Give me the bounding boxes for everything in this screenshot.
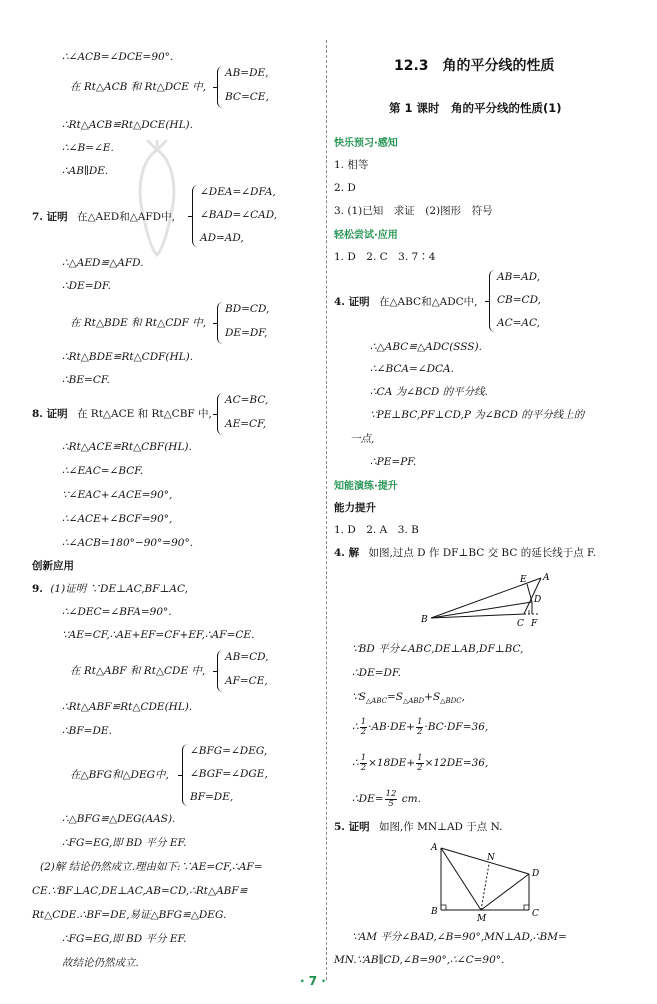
q7-intro: 在△AED和△AFD中, bbox=[76, 211, 175, 223]
brace-icon bbox=[182, 744, 189, 806]
q9-tri-brace-group bbox=[182, 744, 312, 806]
q8-line-3: ∵∠EAC+∠ACE=90°, bbox=[62, 489, 173, 501]
ability-heading: 能力提升 bbox=[334, 502, 376, 514]
p6-line-2: 在 Rt△ACB 和 Rt△DCE 中, bbox=[70, 81, 207, 93]
q9-part2-2: CE.∵BF⊥AC,DE⊥AC,AB=CD,∴Rt△ABF≌ bbox=[32, 885, 248, 897]
q4-heading bbox=[334, 295, 478, 309]
brace-row: ∠BFG=∠DEG, bbox=[190, 745, 268, 757]
p6-line-3: ∴Rt△ACB≌Rt△DCE(HL). bbox=[62, 119, 193, 131]
q9-rt-intro: 在 Rt△ABF 和 Rt△CDE 中, bbox=[70, 665, 206, 677]
brace-row: AB=CD, bbox=[225, 651, 269, 663]
area-prefix: ∵S bbox=[352, 691, 366, 703]
q4-line-4: ∵PE⊥BC,PF⊥CD,P 为∠BCD 的平分线上的 bbox=[370, 409, 585, 421]
q4b-eq-2 bbox=[352, 752, 488, 774]
area-mid: =S bbox=[386, 691, 403, 703]
brace-icon bbox=[489, 270, 496, 332]
right-angle-mark-b bbox=[441, 905, 446, 910]
q7-label: 7. 证明 bbox=[32, 211, 68, 223]
brace-row: AB=DE, bbox=[225, 67, 269, 79]
q7-end-1: ∴Rt△BDE≌Rt△CDF(HL). bbox=[62, 351, 194, 363]
fraction-half: $\frac{1}{2}$ bbox=[417, 752, 423, 773]
q9-part2-4: ∴FG=EG,即 BD 平分 EF. bbox=[62, 933, 187, 945]
eq1-b: ·BC·DF=36, bbox=[424, 721, 489, 733]
brace-row: BF=DE, bbox=[190, 791, 234, 803]
label-c: C bbox=[532, 909, 539, 919]
preview-heading: 快乐预习·感知 bbox=[334, 138, 398, 149]
result-unit: cm. bbox=[398, 793, 421, 805]
q8-line-1: ∴Rt△ACE≌Rt△CBF(HL). bbox=[62, 441, 192, 453]
q7-end-2: ∴BE=CF. bbox=[62, 374, 110, 386]
segment-dm bbox=[481, 874, 529, 910]
q9-first: (1)证明 ∵DE⊥AC,BF⊥AC, bbox=[50, 583, 189, 595]
brace-icon bbox=[217, 650, 224, 692]
q9-label: 9. bbox=[32, 583, 43, 595]
area-end: , bbox=[461, 691, 465, 703]
q7-line-2: ∴DE=DF. bbox=[62, 280, 111, 292]
q4b-area-line bbox=[352, 690, 465, 708]
q4-line-5: 一点, bbox=[350, 433, 375, 445]
brace-row: AC=AC, bbox=[497, 317, 540, 329]
q4-line-3: ∴CA 为∠BCD 的平分线. bbox=[370, 386, 488, 398]
q8-line-5: ∴∠ACB=180°−90°=90°. bbox=[62, 537, 194, 549]
p6-line-4: ∴∠B=∠E. bbox=[62, 142, 114, 154]
segment-mn bbox=[481, 864, 489, 910]
area-sub-1: △ABC bbox=[365, 697, 387, 706]
area-sub-3: △BDC bbox=[440, 697, 462, 706]
label-c: C bbox=[517, 619, 524, 629]
q9-tri-intro: 在△BFG和△DEG中, bbox=[70, 769, 169, 781]
ability-items: 1. D 2. A 3. B bbox=[334, 524, 419, 536]
eq1-pre: ∴ bbox=[352, 721, 359, 733]
brace-row: ∠BAD=∠CAD, bbox=[200, 209, 278, 221]
fraction-half: $\frac{1}{2}$ bbox=[360, 752, 367, 773]
brace-row: ∠BGF=∠DGE, bbox=[190, 768, 268, 780]
label-f: F bbox=[531, 619, 538, 629]
q8-heading bbox=[32, 407, 212, 421]
innovation-heading: 创新应用 bbox=[32, 560, 74, 572]
brace-row: ∠DEA=∠DFA, bbox=[200, 186, 276, 198]
eq2-pre: ∴ bbox=[352, 757, 359, 769]
q4-line-6: ∴PE=PF. bbox=[370, 456, 417, 468]
brace-row: AD=AD, bbox=[200, 232, 244, 244]
q4b-result bbox=[352, 788, 421, 810]
q9-part2-1: (2)解 结论仍然成立.理由如下:∵AE=CF,∴AF= bbox=[40, 861, 263, 873]
q7-rt-brace-group bbox=[217, 302, 307, 344]
fraction-12-5: $\frac{12}{5}$ bbox=[385, 788, 397, 809]
label-d: D bbox=[534, 595, 542, 605]
brace-row: DE=DF, bbox=[225, 327, 268, 339]
label-e: E bbox=[520, 575, 527, 585]
q9-line-6: ∴FG=EG,即 BD 平分 EF. bbox=[62, 837, 187, 849]
brace-icon bbox=[217, 66, 224, 108]
label-a: A bbox=[543, 573, 550, 583]
q9-line-4: ∴BF=DE. bbox=[62, 725, 112, 737]
q4b-heading bbox=[334, 546, 596, 560]
brace-icon bbox=[217, 302, 224, 344]
label-b: B bbox=[421, 615, 428, 625]
lesson-title: 第 1 课时 角的平分线的性质(1) bbox=[389, 101, 562, 115]
q5-line-1: ∵AM 平分∠BAD,∠B=90°,MN⊥AD,∴BM= bbox=[352, 931, 567, 943]
brace-row: AB=AD, bbox=[497, 271, 541, 283]
eq2-a: ×18DE+ bbox=[368, 757, 416, 769]
q4-intro: 在△ABC和△ADC中, bbox=[378, 296, 478, 308]
q4b-eq-1 bbox=[352, 716, 488, 738]
master-heading: 知能演练·提升 bbox=[334, 481, 398, 492]
right-angle-mark-c bbox=[524, 905, 529, 910]
label-n: N bbox=[487, 853, 495, 863]
right-column bbox=[334, 0, 634, 1004]
column-divider bbox=[326, 40, 327, 980]
p6-line-5: ∴AB∥DE. bbox=[62, 165, 109, 177]
segment-de bbox=[527, 584, 532, 602]
q5-line-2: MN.∵AB∥CD,∠B=90°,∴∠C=90°. bbox=[334, 954, 505, 966]
section-title: 12.3 角的平分线的性质 bbox=[394, 58, 555, 74]
brace-row: AE=CF, bbox=[225, 418, 267, 430]
fraction-half: $\frac{1}{2}$ bbox=[416, 716, 423, 737]
q8-label: 8. 证明 bbox=[32, 408, 68, 420]
brace-row: BC=CE, bbox=[225, 91, 269, 103]
q9-part2-5: 故结论仍然成立. bbox=[62, 957, 139, 969]
q4-label: 4. 证明 bbox=[334, 296, 370, 308]
trapezoid-figure-2 bbox=[429, 840, 549, 922]
try-heading: 轻松尝试·应用 bbox=[334, 230, 398, 241]
q9-line-3: ∴Rt△ABF≌Rt△CDE(HL). bbox=[62, 701, 193, 713]
area-mid-2: +S bbox=[424, 691, 441, 703]
q9-line-5: ∴△BFG≌△DEG(AAS). bbox=[62, 813, 176, 825]
q7-line-1: ∴△AED≌△AFD. bbox=[62, 257, 144, 269]
brace-row: AF=CE, bbox=[225, 675, 268, 687]
segment-ad bbox=[441, 848, 529, 874]
q5-intro: 如图,作 MN⊥AD 于点 N. bbox=[378, 821, 503, 833]
eq2-b: ×12DE=36, bbox=[424, 757, 489, 769]
q7-rt-intro: 在 Rt△BDE 和 Rt△CDF 中, bbox=[70, 317, 207, 329]
try-items: 1. D 2. C 3. 7∶4 bbox=[334, 251, 436, 263]
q8-line-4: ∴∠ACE+∠BCF=90°, bbox=[62, 513, 173, 525]
p6-line-1: ∴∠ACB=∠DCE=90°. bbox=[62, 51, 174, 63]
triangle-figure-1 bbox=[419, 568, 554, 630]
preview-item-2: 2. D bbox=[334, 182, 356, 194]
carrot-watermark-icon bbox=[117, 140, 197, 260]
page-number: · 7 · bbox=[300, 974, 326, 988]
q4b-line-2: ∴DE=DF. bbox=[352, 667, 401, 679]
brace-icon bbox=[217, 393, 224, 435]
fraction-half: $\frac{1}{2}$ bbox=[360, 716, 367, 737]
label-a: A bbox=[431, 843, 438, 853]
q4-line-1: ∴△ABC≌△ADC(SSS). bbox=[370, 341, 482, 353]
q4-brace-group bbox=[489, 270, 609, 332]
q8-brace-group bbox=[217, 393, 307, 435]
eq1-a: ·AB·DE+ bbox=[368, 721, 415, 733]
q4b-label: 4. 解 bbox=[334, 547, 360, 559]
label-b: B bbox=[431, 907, 438, 917]
segment-am bbox=[441, 848, 481, 910]
q8-line-2: ∴∠EAC=∠BCF. bbox=[62, 465, 144, 477]
q9-line-2: ∵AE=CF,∴AE+EF=CF+EF,∴AF=CE. bbox=[62, 629, 255, 641]
q7-brace-group bbox=[192, 185, 312, 247]
q8-intro: 在 Rt△ACE 和 Rt△CBF 中, bbox=[76, 408, 212, 420]
preview-item-3: 3. (1)已知 求证 (2)图形 符号 bbox=[334, 205, 493, 217]
q4b-line-1: ∵BD 平分∠ABC,DE⊥AB,DF⊥BC, bbox=[352, 643, 524, 655]
p6-brace-group bbox=[217, 66, 307, 108]
result-pre: ∴DE= bbox=[352, 793, 384, 805]
q5-label: 5. 证明 bbox=[334, 821, 370, 833]
brace-row: BD=CD, bbox=[225, 303, 270, 315]
area-sub-2: △ABD bbox=[402, 697, 425, 706]
q9-part2-3: Rt△CDE.∴BF=DE,易证△BFG≌△DEG. bbox=[32, 909, 227, 921]
preview-item-1: 1. 相等 bbox=[334, 159, 369, 171]
q4b-intro: 如图,过点 D 作 DF⊥BC 交 BC 的延长线于点 F. bbox=[368, 547, 597, 559]
q9-line-1: ∴∠DEC=∠BFA=90°. bbox=[62, 606, 172, 618]
label-d: D bbox=[532, 869, 540, 879]
left-column bbox=[32, 0, 322, 1004]
q5-heading bbox=[334, 820, 503, 834]
brace-row: AC=BC, bbox=[225, 394, 269, 406]
brace-row: CB=CD, bbox=[497, 294, 541, 306]
page-number-value: 7 bbox=[308, 974, 318, 988]
label-m: M bbox=[477, 914, 487, 922]
q4-line-2: ∴∠BCA=∠DCA. bbox=[370, 363, 454, 375]
q9-rt-brace-group bbox=[217, 650, 307, 692]
q9-first-line bbox=[32, 582, 188, 596]
